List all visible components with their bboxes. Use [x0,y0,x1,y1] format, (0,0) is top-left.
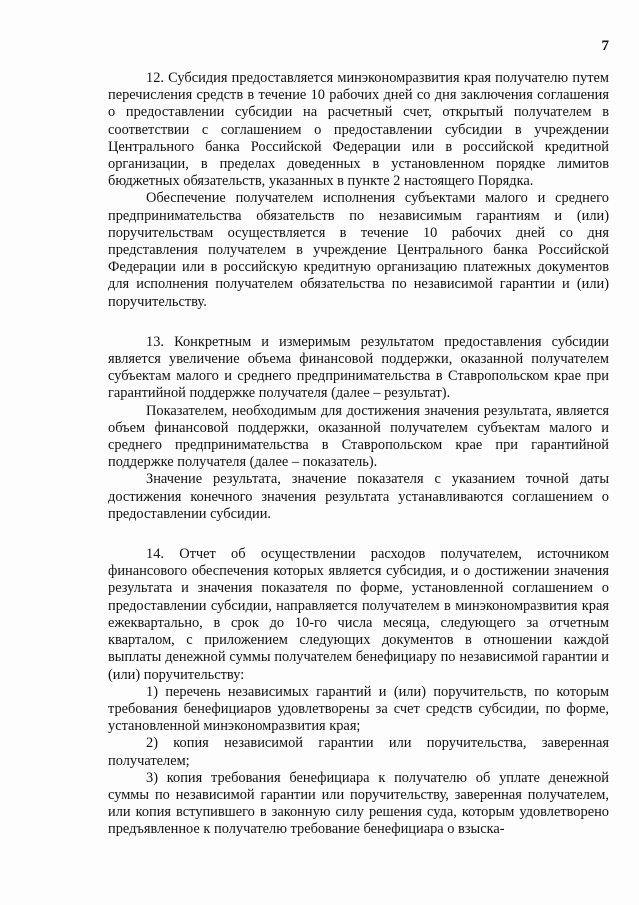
paragraph-12: 12. Субсидия предоставляется минэкономразвития края получателю путем перечисления средств в течение 10 рабочих дней со дня заключения соглашения о предоставлении субсидии на расчетный счет, открытый получателем в соответствии с соглашением о предоставлении субсидии в учреждении Центрального банка Российской Федерации или в российской кредитной организации, в пределах доведенных в установленном порядке лимитов бюджетных обязательств, указанных в пункте 2 настоящего Порядка. [108,70,609,190]
paragraph-14: 14. Отчет об осуществлении расходов получателем, источником финансового обеспечения которых является субсидия, и о достижении значения результата и значения показателя по форме, установленной соглашением о предоставлении субсидии, направляется получателем в минэкономразвития края ежеквартально, в срок до 10-го числа месяца, следующего за отчетным кварталом, с приложением следующих документов в отношении каждой выплаты денежной суммы получателем бенефициару по независимой гарантии и (или) поручительству: [108,546,609,683]
section-gap [108,311,609,334]
paragraph-13-values: Значение результата, значение показателя с указанием точной даты достижения конечного значения результата устанавливаются соглашением о предоставлении субсидии. [108,471,609,522]
list-item-3: 3) копия требования бенефициара к получателю об уплате денежной суммы по независимой гарантии или поручительству, заверенная получателем, или копия вступившего в законную силу решения суда, которым удовлетворено предъявленное к получателю требование бенефициара о взыска- [108,769,609,838]
paragraph-13-indicator: Показателем, необходимым для достижения значения результата, является объем финансовой поддержки, оказанной получателем субъектам малого и среднего предпринимательства в Ставропольском крае при гарантийной поддержке получателя (далее – показатель). [108,402,609,471]
paragraph-12-guarantee: Обеспечение получателем исполнения субъектами малого и среднего предпринимательства обязательств по независимым гарантиям и (или) поручительствам осуществляется в течение 10 рабочих дней со дня представления получателем в учреждение Центрального банка Российской Федерации или в российскую кредитную организацию платежных документов для исполнения получателем обязательства по независимой гарантии и (или) поручительству. [108,190,609,310]
paragraph-13: 13. Конкретным и измеримым результатом предоставления субсидии является увеличение объема финансовой поддержки, оказанной получателем субъектам малого и среднего предпринимательства в Ставропольском крае при гарантийной поддержке получателя (далее – результат). [108,333,609,402]
list-item-1: 1) перечень независимых гарантий и (или) поручительств, по которым требования бенефициаров удовлетворены за счет средств субсидии, по форме, установленной минэкономразвития края; [108,683,609,735]
section-gap [108,523,609,546]
document-body [108,70,609,839]
page-number: 7 [601,38,609,54]
list-item-2: 2) копия независимой гарантии или поручительства, заверенная получателем; [108,735,609,769]
